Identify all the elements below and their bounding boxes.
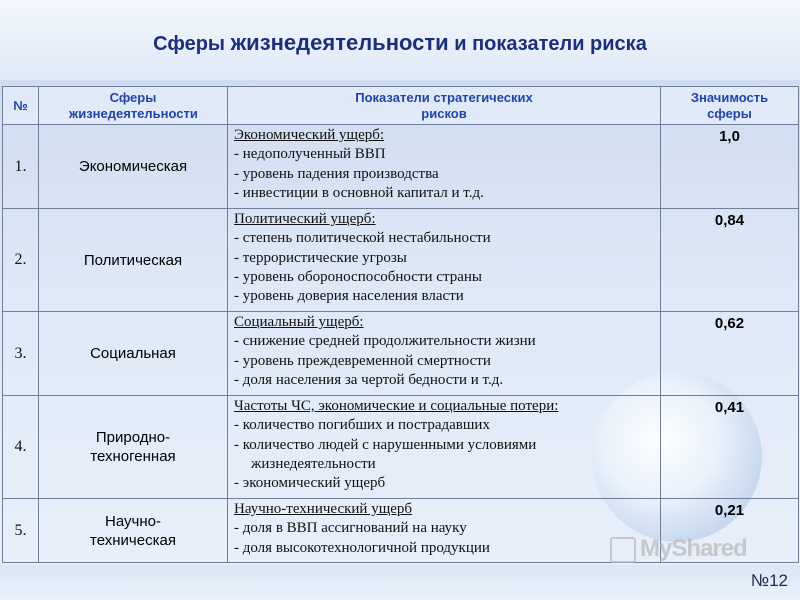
indicator-heading: Социальный ущерб: <box>234 314 364 330</box>
page-number: №12 <box>750 571 788 590</box>
indicator-heading: Частоты ЧС, экономические и социальные потери: <box>234 398 559 414</box>
table-row <box>3 125 799 209</box>
row-sphere: Социальная <box>39 312 228 396</box>
indicator-item: - степень политической нестабильности <box>234 229 660 248</box>
header-number: № <box>3 87 39 125</box>
indicator-heading: Политический ущерб: <box>234 211 376 227</box>
indicator-item: - доля населения за чертой бедности и т.д. <box>234 371 660 390</box>
indicator-item: - количество погибших и пострадавших <box>234 416 660 435</box>
watermark-text: MyShared <box>640 535 747 562</box>
indicator-item: - уровень падения производства <box>234 165 660 184</box>
table-row <box>3 396 799 499</box>
row-number: 5. <box>3 499 39 563</box>
row-number: 1. <box>3 125 39 209</box>
row-sphere: Научно- техническая <box>39 499 228 563</box>
footer-bar <box>0 565 800 600</box>
title-suffix: и показатели риска <box>448 33 647 55</box>
table-row <box>3 209 799 312</box>
row-number: 4. <box>3 396 39 499</box>
row-significance: 0,41 <box>661 396 799 499</box>
indicator-item: - уровень доверия населения власти <box>234 287 660 306</box>
slide-title <box>0 30 800 56</box>
row-significance: 0,84 <box>661 209 799 312</box>
row-significance: 0,62 <box>661 312 799 396</box>
indicator-item: - террористические угрозы <box>234 249 660 268</box>
indicator-item: - экономический ущерб <box>234 474 660 493</box>
indicator-item: - уровень преждевременной смертности <box>234 352 660 371</box>
indicator-item: - снижение средней продолжительности жизни <box>234 332 660 351</box>
row-indicators <box>228 396 661 499</box>
row-significance: 1,0 <box>661 125 799 209</box>
header-significance: Значимость сферы <box>661 87 799 125</box>
indicator-item: - количество людей с нарушенными условиями <box>234 436 660 455</box>
row-indicators <box>228 209 661 312</box>
indicator-heading: Научно-технический ущерб <box>234 501 413 517</box>
row-indicators <box>228 125 661 209</box>
risk-table <box>2 86 799 563</box>
row-number: 2. <box>3 209 39 312</box>
indicator-continuation: жизнедеятельности <box>251 455 376 472</box>
title-prefix: Сферы <box>153 33 231 55</box>
table-header-row <box>3 87 799 125</box>
header-indicators: Показатели стратегических рисков <box>228 87 661 125</box>
table-row <box>3 312 799 396</box>
row-indicators <box>228 312 661 396</box>
row-sphere: Природно- техногенная <box>39 396 228 499</box>
row-indicators <box>228 499 661 563</box>
title-main: жизнедеятельности <box>230 30 449 55</box>
row-sphere: Политическая <box>39 209 228 312</box>
indicator-item: - уровень обороноспособности страны <box>234 268 660 287</box>
row-number: 3. <box>3 312 39 396</box>
indicator-item: - недополученный ВВП <box>234 145 660 164</box>
row-sphere: Экономическая <box>39 125 228 209</box>
header-sphere: Сферы жизнедеятельности <box>39 87 228 125</box>
indicator-item: - инвестиции в основной капитал и т.д. <box>234 184 660 203</box>
indicator-item: - доля в ВВП ассигнований на науку <box>234 519 660 538</box>
presentation-icon <box>610 537 636 563</box>
indicator-heading: Экономический ущерб: <box>234 127 385 143</box>
watermark-logo <box>610 535 747 563</box>
indicator-item: - доля высокотехнологичной продукции <box>234 539 660 558</box>
row-significance: 0,21 <box>661 499 799 563</box>
